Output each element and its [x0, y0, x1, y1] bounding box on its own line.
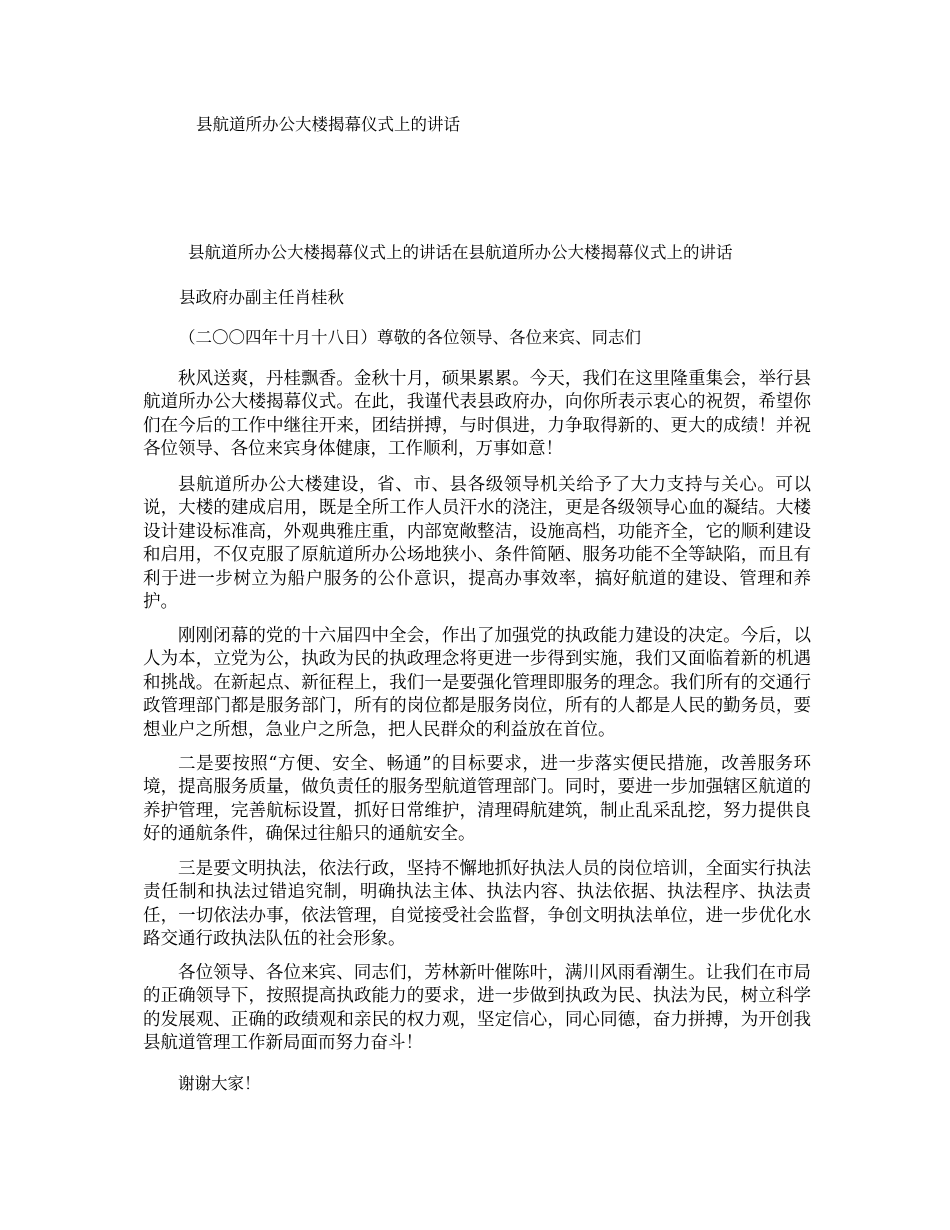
paragraph: 各位领导、各位来宾、同志们，芳林新叶催陈叶，满川风雨看潮生。让我们在市局的正确领导下，按照提高执政能力的要求，进一步做到执政为民、执法为民，树立科学的发展观、正确的政绩观和亲民的权力观，坚定信心，同心同德，奋力拼搏，为开创我县航道管理工作新局面而努力奋斗！	[143, 963, 811, 1054]
speaker-line: 县政府办副主任肖桂秋	[179, 288, 344, 307]
paragraph: 三是要文明执法，依法行政，坚持不懈地抓好执法人员的岗位培训，全面实行执法责任制和执法过错追究制，明确执法主体、执法内容、执法依据、执法程序、执法责任，一切依法办事，依法管理，自觉接受社会监督，争创文明执法单位，进一步优化水路交通行政执法队伍的社会形象。	[143, 859, 811, 950]
closing-line: 谢谢大家！	[178, 1074, 261, 1093]
document-title: 县航道所办公大楼揭幕仪式上的讲话	[196, 115, 460, 134]
paragraph: 刚刚闭幕的党的十六届四中全会，作出了加强党的执政能力建设的决定。今后，以人为本，立党为公，执政为民的执政理念将更进一步得到实施，我们又面临着新的机遇和挑战。在新起点、新征程上，我们一是要强化管理即服务的理念。我们所有的交通行政管理部门都是服务部门，所有的岗位都是服务岗位，所有的人都是人民的勤务员，要想业户之所想，急业户之所急，把人民群众的利益放在首位。	[143, 626, 811, 740]
date-salutation-line: （二〇〇四年十月十八日）尊敬的各位领导、各位来宾、同志们	[179, 328, 641, 347]
paragraph: 县航道所办公大楼建设，省、市、县各级领导机关给予了大力支持与关心。可以说，大楼的建成启用，既是全所工作人员汗水的浇注，更是各级领导心血的凝结。大楼设计建设标准高，外观典雅庄重，内部宽敞整洁，设施高档，功能齐全，它的顺利建设和启用，不仅克服了原航道所办公场地狭小、条件简陋、服务功能不全等缺陷，而且有利于进一步树立为船户服务的公仆意识，提高办事效率，搞好航道的建设、管理和养护。	[143, 475, 811, 613]
paragraph: 秋风送爽，丹桂飘香。金秋十月，硕果累累。今天，我们在这里隆重集会，举行县航道所办公大楼揭幕仪式。在此，我谨代表县政府办，向你所表示衷心的祝贺，希望你们在今后的工作中继往开来，团结拼搏，与时俱进，力争取得新的、更大的成绩！并祝各位领导、各位来宾身体健康，工作顺利，万事如意！	[143, 369, 811, 460]
speech-heading: 县航道所办公大楼揭幕仪式上的讲话在县航道所办公大楼揭幕仪式上的讲话	[188, 243, 733, 262]
paragraph: 二是要按照“方便、安全、畅通”的目标要求，进一步落实便民措施，改善服务环境，提高服务质量，做负责任的服务型航道管理部门。同时，要进一步加强辖区航道的养护管理，完善航标设置，抓好日常维护，清理碍航建筑，制止乱采乱挖，努力提供良好的通航条件，确保过往船只的通航安全。	[143, 754, 811, 845]
